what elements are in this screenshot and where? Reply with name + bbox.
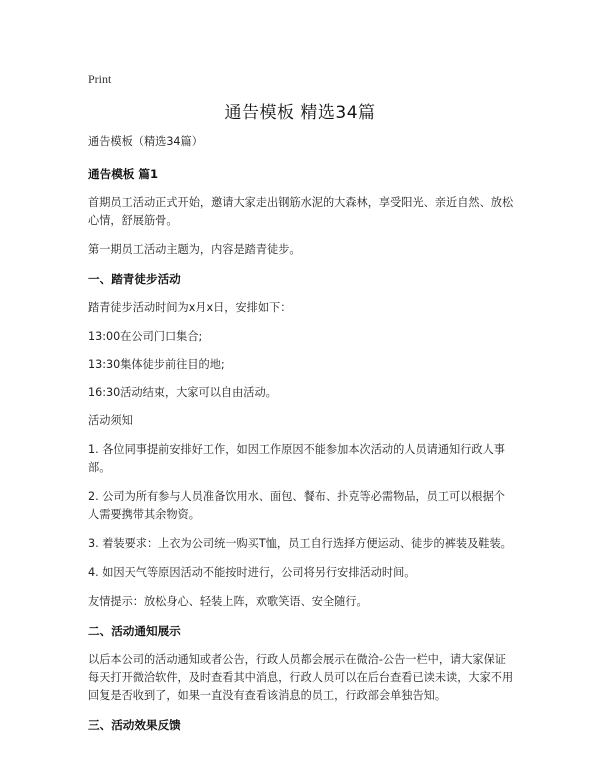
theme-paragraph: 第一期员工活动主题为，内容是踏青徒步。	[88, 243, 301, 256]
intro-paragraph: 首期员工活动正式开始，邀请大家走出钢筋水泥的大森林，享受阳光、亲近自然、放松心情，舒展筋骨。	[88, 196, 514, 227]
document-subtitle: 通告模板（精选34篇）	[88, 135, 203, 148]
chapter-heading: 通告模板 篇1	[88, 167, 159, 181]
section-heading-notification: 二、活动通知展示	[88, 624, 181, 638]
friendly-tip: 友情提示：放松身心、轻装上阵，欢歌笑语、安全随行。	[88, 595, 368, 608]
notice-item: 1. 各位同事提前安排好工作，如因工作原因不能参加本次活动的人员请通知行政人事部。	[88, 443, 505, 474]
notice-label: 活动须知	[88, 414, 133, 427]
page-title: 通告模板 精选34篇	[224, 103, 376, 123]
schedule-item: 13:30集体徒步前往目的地;	[88, 358, 225, 371]
notice-item: 3. 着装要求：上衣为公司统一购买T恤，员工自行选择方便运动、徒步的裤装及鞋装。	[88, 537, 512, 550]
notification-paragraph: 以后本公司的活动通知或者公告，行政人员都会展示在微洽-公告一栏中，请大家保证每天打开微洽软件，及时查看其中消息，行政人员可以在后台查看已读未读，大家不用回复是否收到了，如果一直没有查看该消息的员工，行政部会单独告知。	[88, 653, 514, 702]
print-label: Print	[88, 72, 112, 86]
notice-item: 2. 公司为所有参与人员准备饮用水、面包、餐布、扑克等必需物品，员工可以根据个人需要携带其余物资。	[88, 490, 505, 521]
document-body	[88, 133, 516, 745]
schedule-intro: 踏青徒步活动时间为x月x日，安排如下：	[88, 301, 292, 314]
schedule-item: 13:00在公司门口集合;	[88, 330, 203, 343]
schedule-item: 16:30活动结束，大家可以自由活动。	[88, 386, 277, 399]
notice-item: 4. 如因天气等原因活动不能按时进行，公司将另行安排活动时间。	[88, 566, 416, 579]
section-heading-feedback: 三、活动效果反馈	[88, 718, 181, 732]
section-heading-hiking: 一、踏青徒步活动	[88, 272, 181, 286]
